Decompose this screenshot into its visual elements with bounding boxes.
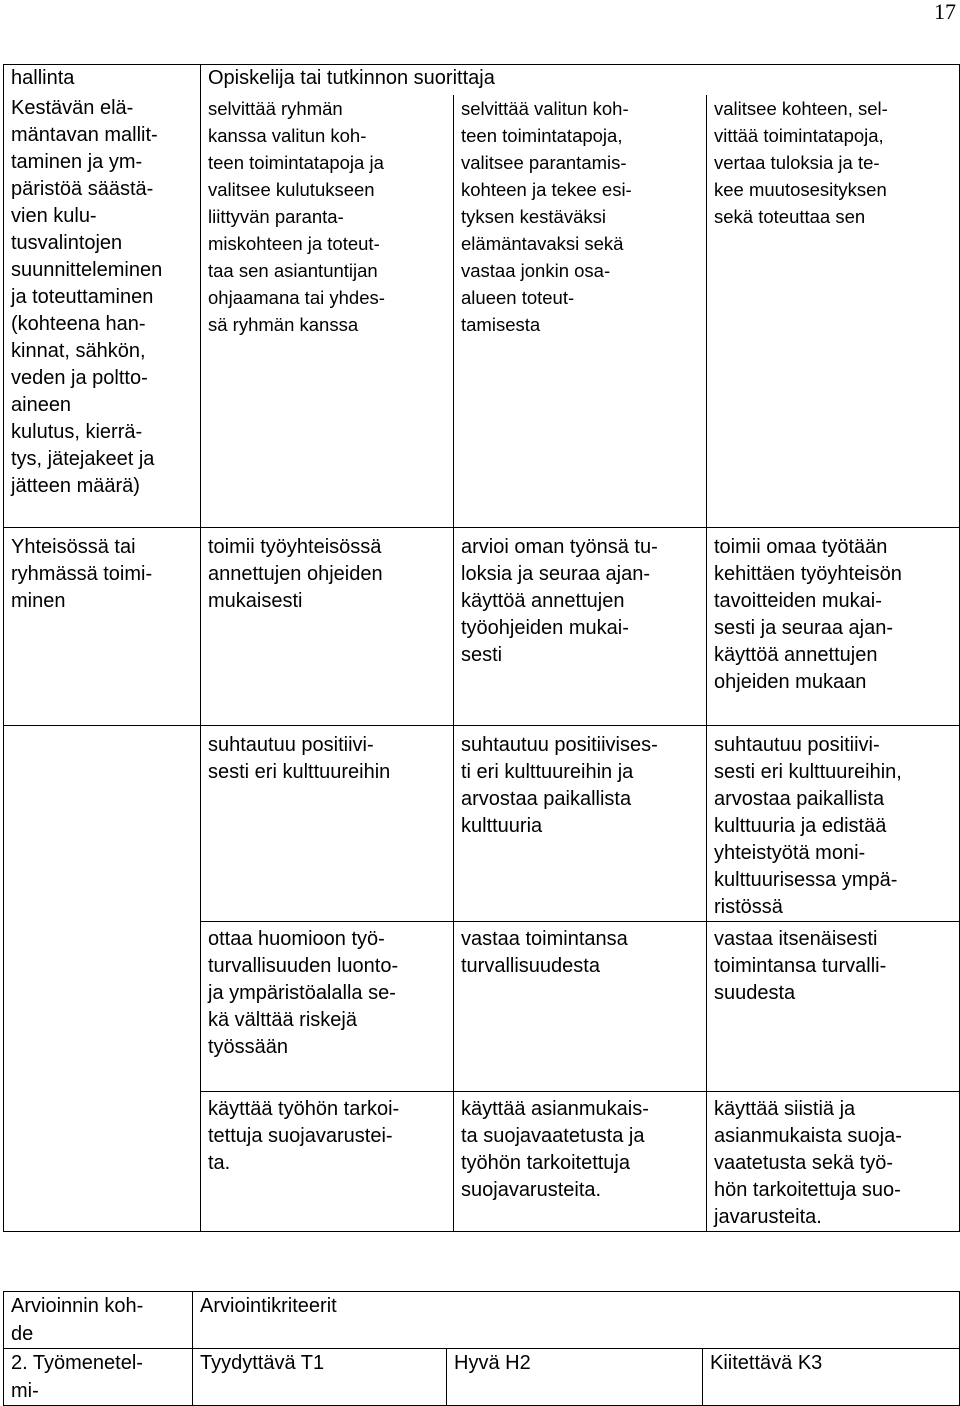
target-cell-empty (4, 1092, 201, 1232)
h2-cell-protective-gear: käyttää asianmukais- ta suojavaatetusta ja työhön tarkoitettuja suojavarusteita. (454, 1092, 707, 1232)
target-cell-teamwork: Yhteisössä tai ryhmässä toimi- minen (4, 528, 201, 726)
col-header-criteria: Arviointikriteerit (193, 1292, 960, 1349)
h2-cell-cultures: suhtautuu positiivises- ti eri kulttuureihin ja arvostaa paikallista kulttuuria (454, 726, 707, 922)
grade-h2-label: Hyvä H2 (447, 1349, 703, 1406)
target-cell-sustainable-lifestyle: Kestävän elä- mäntavan mallit- taminen ja ym- päristöä säästä- vien kulu- tusvalintojen suunnitteleminen ja toteuttaminen (kohteena han- kinnat, sähkön, veden ja poltto- aineen kulutus, kierrä- tys, jätejakeet ja jätteen määrä) (4, 95, 201, 528)
k3-cell-teamwork: toimii omaa työtään kehittäen työyhteisön tavoitteiden mukai- sesti ja seuraa ajan- käyttöä annettujen ohjeiden mukaan (707, 528, 960, 726)
h2-cell-safety: vastaa toimintansa turvallisuudesta (454, 922, 707, 1092)
header-target-cell: hallinta (4, 65, 201, 95)
target-cell-empty (4, 726, 201, 922)
t1-cell-cultures: suhtautuu positiivi- sesti eri kulttuureihin (201, 726, 454, 922)
header-performer-cell: Opiskelija tai tutkinnon suorittaja (201, 65, 960, 95)
k3-cell-cultures: suhtautuu positiivi- sesti eri kulttuureihin, arvostaa paikallista kulttuuria ja edistää yhteistyötä moni- kulttuurisessa ympä- ristössä (707, 726, 960, 922)
row-label-work-methods: 2. Työmenetel- mi- (4, 1349, 193, 1406)
k3-cell-sustainable-lifestyle: valitsee kohteen, sel- vittää toimintatapoja, vertaa tuloksia ja te- kee muutosesityksen sekä toteuttaa sen (707, 95, 960, 528)
t1-cell-teamwork: toimii työyhteisössä annettujen ohjeiden mukaisesti (201, 528, 454, 726)
k3-cell-safety: vastaa itsenäisesti toimintansa turvalli- suudesta (707, 922, 960, 1092)
h2-cell-teamwork: arvioi oman työnsä tu- loksia ja seuraa ajan- käyttöä annettujen työohjeiden mukai- sesti (454, 528, 707, 726)
t1-cell-protective-gear: käyttää työhön tarkoi- tettuja suojavarustei- ta. (201, 1092, 454, 1232)
t1-cell-sustainable-lifestyle: selvittää ryhmän kanssa valitun koh- teen toimintatapoja ja valitsee kulutukseen liittyvän paranta- miskohteen ja toteut- taa sen asiantuntijan ohjaamana tai yhdes- sä ryhmän kanssa (201, 95, 454, 528)
col-header-assessment-target: Arvioinnin koh- de (4, 1292, 193, 1349)
grade-t1-label: Tyydyttävä T1 (193, 1349, 447, 1406)
next-section-table (3, 1291, 960, 1406)
k3-cell-protective-gear: käyttää siistiä ja asianmukaista suoja- vaatetusta sekä työ- hön tarkoitettuja suo- javarusteita. (707, 1092, 960, 1232)
page-number: 17 (934, 0, 956, 24)
h2-cell-sustainable-lifestyle: selvittää valitun koh- teen toimintatapoja, valitsee parantamis- kohteen ja tekee esi- tyksen kestäväksi elämäntavaksi sekä vastaa jonkin osa- alueen toteut- tamisesta (454, 95, 707, 528)
target-cell-empty (4, 922, 201, 1092)
criteria-table (3, 64, 960, 1232)
t1-cell-safety: ottaa huomioon työ- turvallisuuden luonto- ja ympäristöalalla se- kä välttää riskejä työssään (201, 922, 454, 1092)
grade-k3-label: Kiitettävä K3 (703, 1349, 960, 1406)
